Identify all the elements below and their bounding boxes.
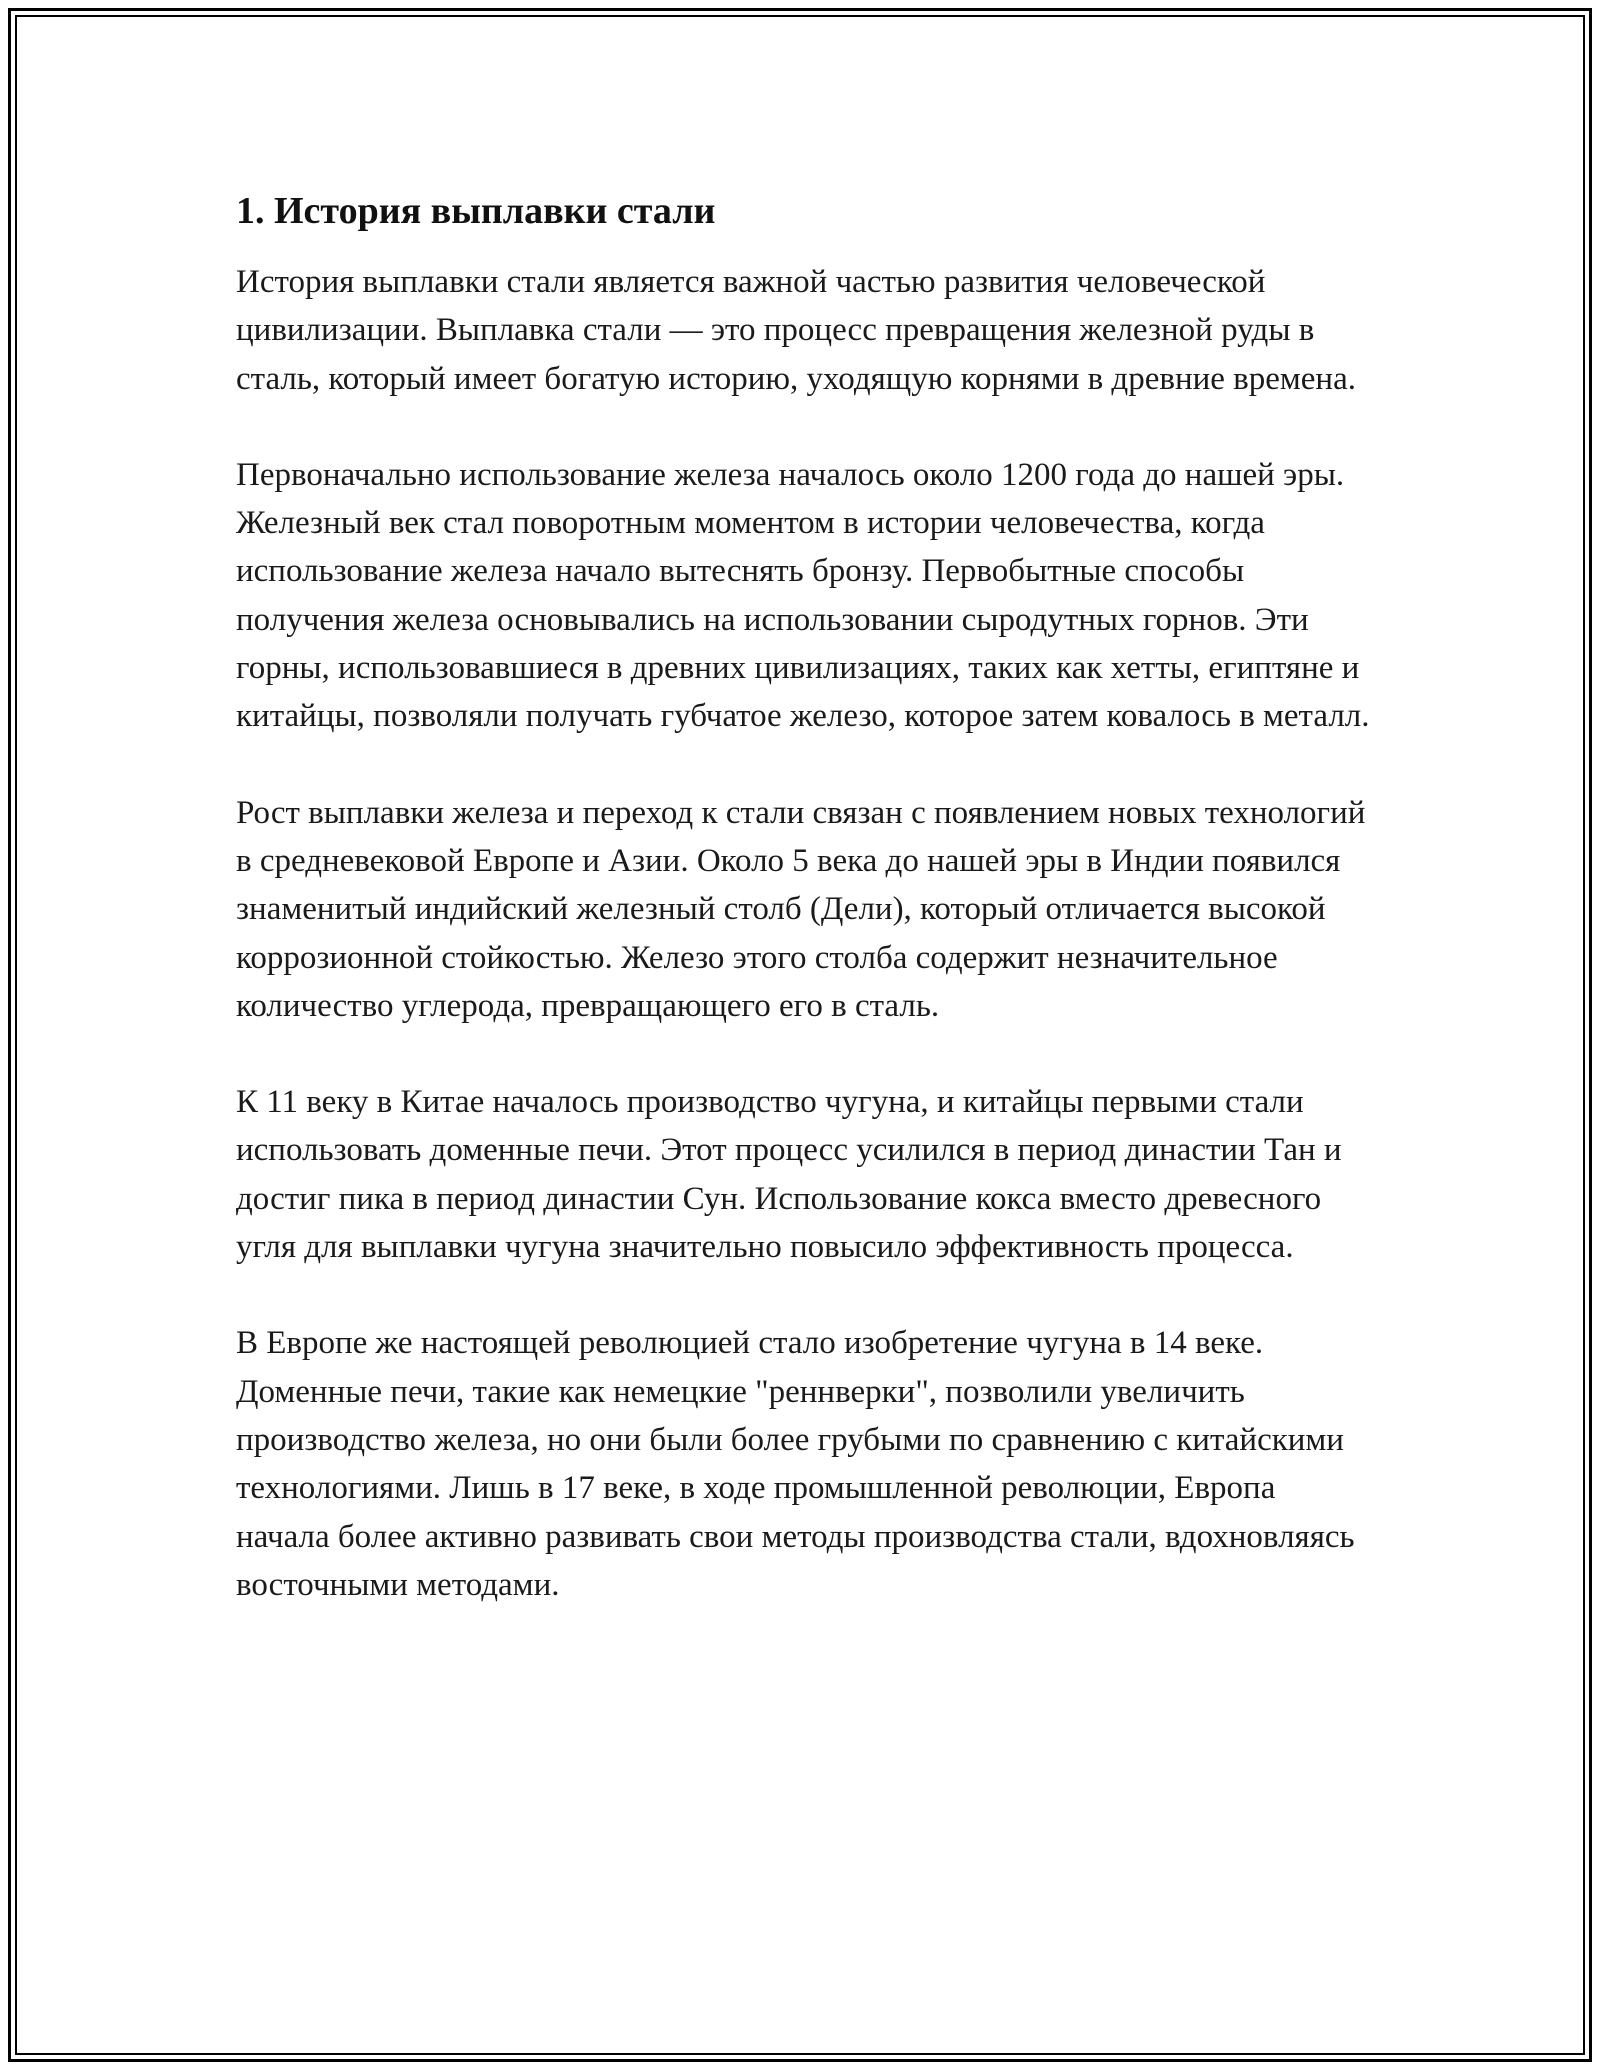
paragraph-3: Рост выплавки железа и переход к стали связан с появлением новых технологий в средневековой Европе и Азии. Около 5 века до нашей эры в Индии появился знаменитый индийский железный столб (Дели), который отличается высокой коррозионной стойкостью. Железо этого столба содержит незначительное количество углерода, превращающего его в сталь. — [236, 794, 1366, 1024]
section-heading: 1. История выплавки стали — [236, 190, 716, 232]
paragraph-5: В Европе же настоящей революцией стало изобретение чугуна в 14 веке. Доменные печи, такие как немецкие "реннверки", позволили увеличить производство железа, но они были более грубыми по сравнению с китайскими технологиями. Лишь в 17 веке, в ходе промышленной революции, Европа начала более активно развивать свои методы производства стали, вдохновляясь восточными методами. — [236, 1325, 1355, 1603]
paragraph-1: История выплавки стали является важной частью развития человеческой цивилизации. Выплавка стали — это процесс превращения железной руды в сталь, который имеет богатую историю, уходящую корнями в древние времена. — [236, 264, 1356, 397]
document-body — [236, 186, 1376, 1657]
paragraph-2: Первоначально использование железа началось около 1200 года до нашей эры. Железный век стал поворотным моментом в истории человечества, когда использование железа начало вытеснять бронзу. Первобытные способы получения железа основывались на использовании сыродутных горнов. Эти горны, использовавшиеся в древних цивилизациях, таких как хетты, египтяне и китайцы, позволяли получать губчатое железо, которое затем ковалось в металл. — [236, 456, 1370, 735]
paragraph-4: К 11 веку в Китае началось производство чугуна, и китайцы первыми стали использовать доменные печи. Этот процесс усилился в период династии Тан и достиг пика в период династии Сун. Использование кокса вместо древесного угля для выплавки чугуна значительно повысило эффективность процесса. — [236, 1084, 1342, 1266]
